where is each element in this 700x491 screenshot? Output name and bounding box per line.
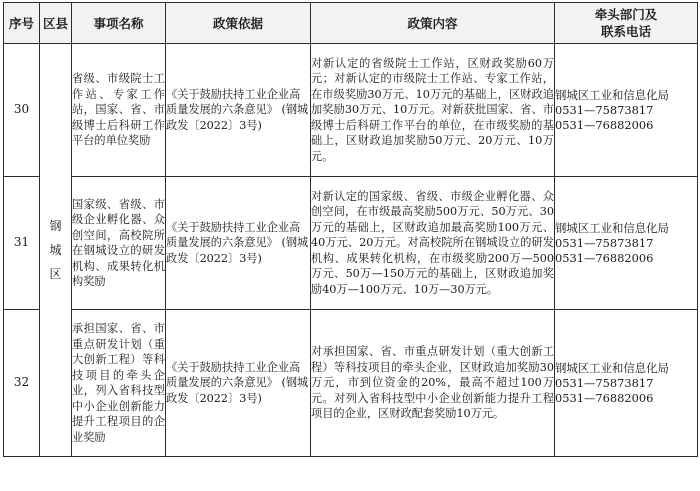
table-header xyxy=(4,3,698,44)
table-row xyxy=(4,310,698,457)
header-item: 事项名称 xyxy=(72,3,166,44)
row-basis xyxy=(166,310,311,457)
dept-phone-1: 0531—75873817 xyxy=(555,375,654,390)
dept-name: 钢城区工业和信息化局 xyxy=(555,360,669,375)
dept-phone-2: 0531—76882006 xyxy=(555,390,654,405)
dept-name: 钢城区工业和信息化局 xyxy=(555,220,669,235)
row-content: 对承担国家、省、市重点研发计划（重大创新工程）等科技项目的牵头企业，区财政追加奖励30万元，市到位资金的20%，最高不超过100万元。对列入省科技型中小企业创新能力提升工程项目的企业，区财政配套奖励10万元。 xyxy=(311,310,555,457)
row-dept xyxy=(555,310,698,457)
dept-phone-1: 0531—75873817 xyxy=(555,102,654,117)
table-row xyxy=(4,44,698,177)
row-index: 31 xyxy=(4,177,40,310)
dept-phone-2: 0531—76882006 xyxy=(555,117,654,132)
header-basis: 政策依据 xyxy=(166,3,311,44)
dept-phone-1: 0531—75873817 xyxy=(555,235,654,250)
header-district: 区县 xyxy=(40,3,72,44)
row-index: 30 xyxy=(4,44,40,177)
basis-doc: (钢城政发〔2022〕3号) xyxy=(166,103,309,132)
row-dept xyxy=(555,177,698,310)
row-dept xyxy=(555,44,698,177)
row-index: 32 xyxy=(4,310,40,457)
basis-title: 《关于鼓励扶持工业企业高质量发展的六条意见》 xyxy=(166,360,301,390)
basis-title: 《关于鼓励扶持工业企业高质量发展的六条意见》 xyxy=(166,220,301,250)
dept-name: 钢城区工业和信息化局 xyxy=(555,87,669,102)
policy-table xyxy=(3,2,698,457)
header-dept xyxy=(555,3,698,44)
header-index: 序号 xyxy=(4,3,40,44)
row-item: 国家级、省级、市级企业孵化器、众创空间，高校院所在钢城设立的研发机构、成果转化机构奖励 xyxy=(72,177,166,310)
row-item: 省级、市级院士工作站、专家工作站，国家、省、市级博士后科研工作平台的单位奖励 xyxy=(72,44,166,177)
row-basis xyxy=(166,44,311,177)
row-item: 承担国家、省、市重点研发计划（重大创新工程）等科技项目的牵头企业，列入省科技型中小企业创新能力提升工程项目的企业奖励 xyxy=(72,310,166,457)
row-basis xyxy=(166,177,311,310)
district-cell xyxy=(40,44,72,457)
basis-title: 《关于鼓励扶持工业企业高质量发展的六条意见》 xyxy=(166,87,301,117)
table-row xyxy=(4,177,698,310)
basis-doc: (钢城政发〔2022〕3号) xyxy=(166,376,309,405)
row-content: 对新认定的国家级、省级、市级企业孵化器、众创空间，在市级最高奖励500万元、50万元、30万元的基础上，区财政追加最高奖励100万元、40万元、20万元。对高校院所在钢城设立的研发机构、成果转化机构，在市级奖励200万—500万元、50万—150万元的基础上，区财政追加奖励40万—100万元、10万—30万元。 xyxy=(311,177,555,310)
dept-phone-2: 0531—76882006 xyxy=(555,250,654,265)
basis-doc: (钢城政发〔2022〕3号) xyxy=(166,236,309,265)
header-content: 政策内容 xyxy=(311,3,555,44)
header-dept-line1: 牵头部门及 xyxy=(594,7,658,22)
district-name: 钢城区 xyxy=(49,219,62,281)
row-content: 对新认定的省级院士工作站，区财政奖励60万元；对新认定的市级院士工作站、专家工作站，在市级奖励30万元、10万元的基础上，区财政追加奖励30万元、10万元。对新获批国家、省、市级博士后科研工作平台的单位，在市级奖励的基础上，区财政追加奖励50万元、20万元、10万元。 xyxy=(311,44,555,177)
header-dept-line2: 联系电话 xyxy=(600,24,651,39)
